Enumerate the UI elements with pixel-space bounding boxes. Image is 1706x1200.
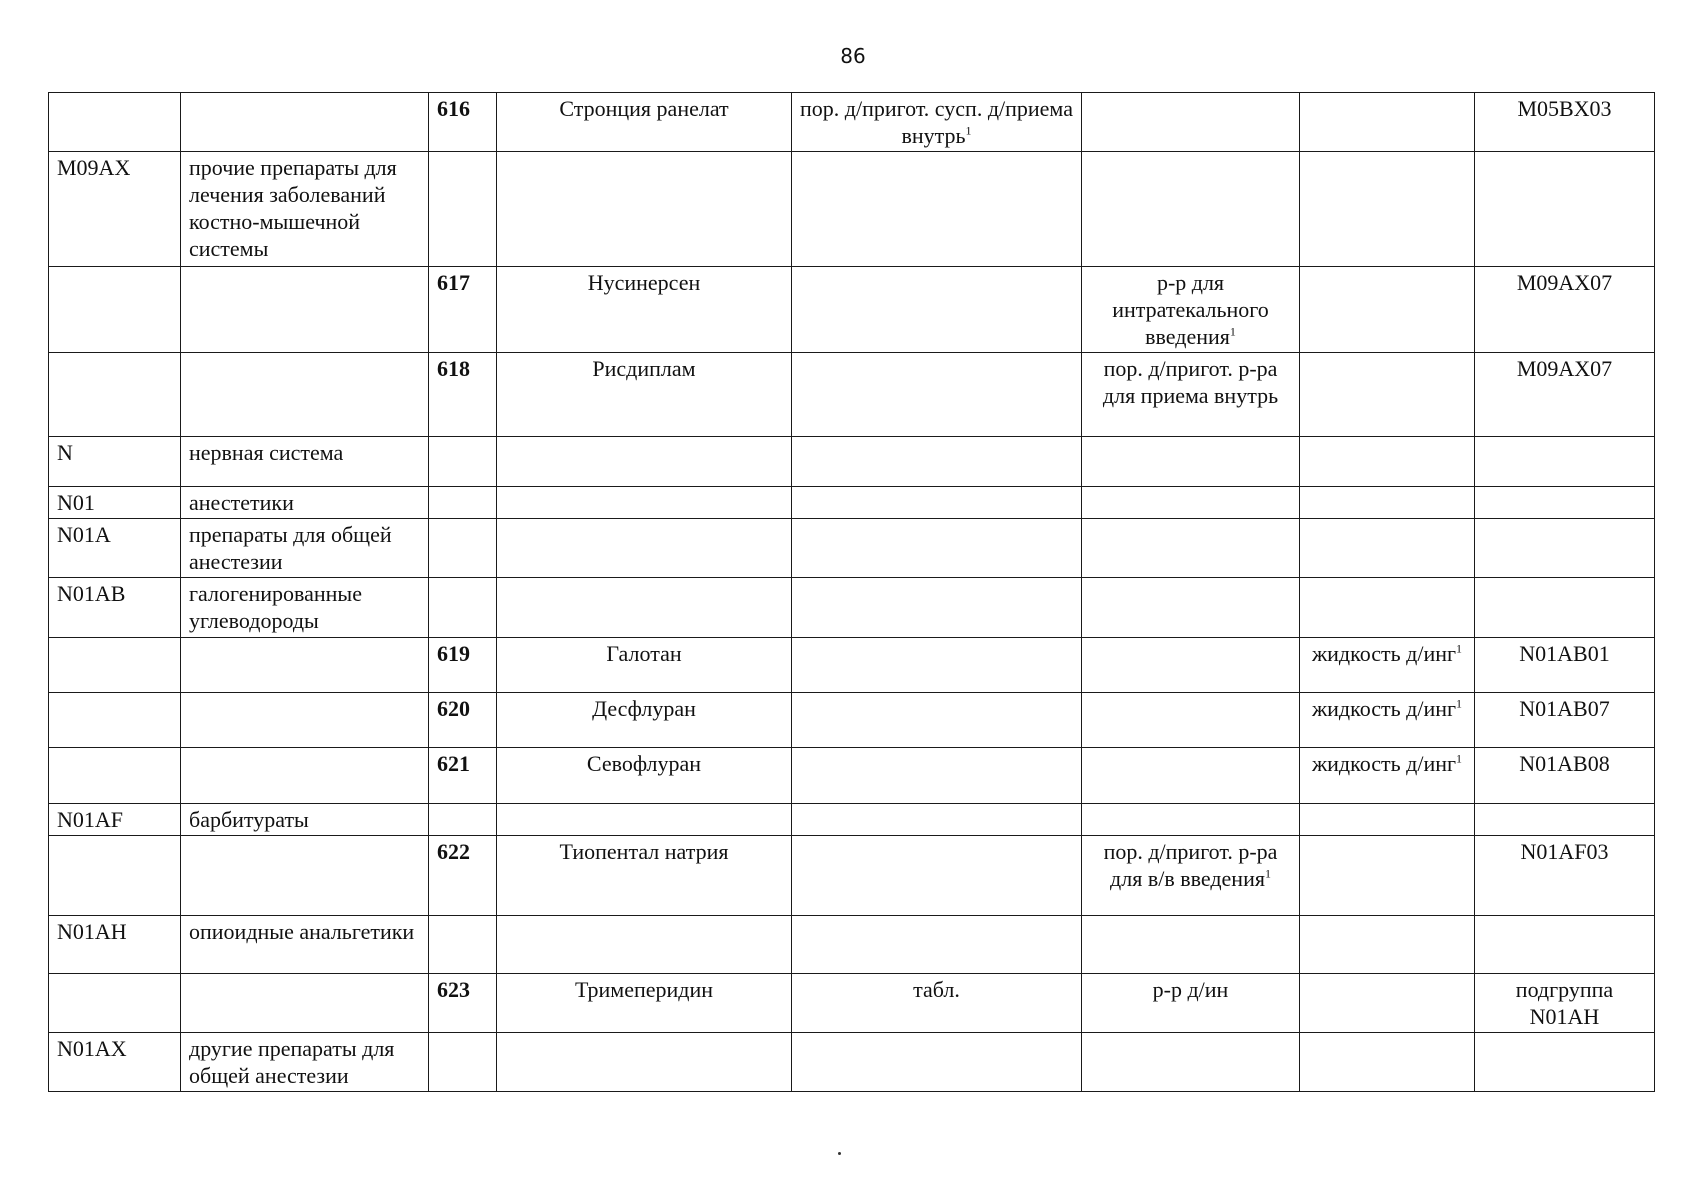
dosage-form-2-text: пор. д/пригот. р-ра для в/в введения <box>1103 839 1278 891</box>
dosage-form-2-text: пор. д/пригот. р-ра для приема внутрь <box>1102 356 1279 408</box>
atc-group-code-text: N01AH <box>57 919 127 944</box>
atc-group-code-text: M09AX <box>57 155 131 180</box>
dosage-form-3 <box>1300 916 1475 974</box>
table-row <box>49 353 1655 437</box>
dosage-form-2 <box>1082 1033 1300 1092</box>
drug-name <box>497 267 792 353</box>
footnote-mark: 1 <box>1456 751 1463 766</box>
dosage-form-1 <box>792 836 1082 916</box>
dosage-form-1 <box>792 93 1082 152</box>
table-row <box>49 836 1655 916</box>
atc-group-code <box>49 916 181 974</box>
atc-group-name-text: препараты для общей анестезии <box>189 522 392 574</box>
atc-group-name <box>181 578 429 638</box>
atc-group-name <box>181 638 429 693</box>
atc-group-code <box>49 804 181 836</box>
dosage-form-3 <box>1300 804 1475 836</box>
atc-group-name <box>181 93 429 152</box>
table-row <box>49 267 1655 353</box>
atc-group-name <box>181 836 429 916</box>
drug-name-text: Тримеперидин <box>574 977 714 1002</box>
table-row <box>49 693 1655 748</box>
row-number <box>429 487 497 519</box>
dosage-form-1 <box>792 1033 1082 1092</box>
atc-code <box>1475 638 1655 693</box>
drug-name-text: Стронция ранелат <box>559 96 729 121</box>
table-row <box>49 916 1655 974</box>
atc-group-name <box>181 437 429 487</box>
row-number-text: 617 <box>437 270 470 295</box>
dosage-form-3 <box>1300 519 1475 578</box>
drug-name <box>497 93 792 152</box>
drug-name <box>497 804 792 836</box>
atc-code <box>1475 804 1655 836</box>
atc-group-name <box>181 353 429 437</box>
atc-code <box>1475 93 1655 152</box>
atc-group-code <box>49 1033 181 1092</box>
dosage-form-3-text: жидкость д/инг <box>1311 696 1457 721</box>
dosage-form-1 <box>792 487 1082 519</box>
table-row <box>49 748 1655 804</box>
table-row <box>49 578 1655 638</box>
dosage-form-2 <box>1082 353 1300 437</box>
dosage-form-3 <box>1300 1033 1475 1092</box>
atc-group-name <box>181 748 429 804</box>
drug-name <box>497 437 792 487</box>
atc-group-code <box>49 836 181 916</box>
drug-name <box>497 916 792 974</box>
dosage-form-1-text: табл. <box>913 977 960 1002</box>
row-number <box>429 267 497 353</box>
row-number-text: 622 <box>437 839 470 864</box>
dosage-form-2 <box>1082 974 1300 1033</box>
dosage-form-1 <box>792 353 1082 437</box>
dosage-form-1 <box>792 578 1082 638</box>
row-number <box>429 519 497 578</box>
atc-group-code <box>49 693 181 748</box>
dosage-form-1 <box>792 437 1082 487</box>
table-row <box>49 638 1655 693</box>
atc-group-name <box>181 1033 429 1092</box>
drug-name <box>497 353 792 437</box>
atc-code <box>1475 487 1655 519</box>
atc-group-code <box>49 353 181 437</box>
row-number-text: 619 <box>437 641 470 666</box>
row-number <box>429 152 497 267</box>
row-number <box>429 836 497 916</box>
atc-code <box>1475 578 1655 638</box>
dosage-form-2 <box>1082 152 1300 267</box>
drug-name <box>497 487 792 519</box>
dosage-form-2 <box>1082 836 1300 916</box>
atc-code-text: подгруппа N01AH <box>1515 977 1614 1029</box>
atc-group-code <box>49 974 181 1033</box>
atc-group-name <box>181 152 429 267</box>
drug-name <box>497 578 792 638</box>
atc-code <box>1475 693 1655 748</box>
table-row <box>49 974 1655 1033</box>
drug-name-text: Десфлуран <box>592 696 696 721</box>
atc-group-name-text: анестетики <box>189 490 294 515</box>
dosage-form-1 <box>792 267 1082 353</box>
table-body <box>49 93 1655 1092</box>
atc-code <box>1475 519 1655 578</box>
dosage-form-1 <box>792 638 1082 693</box>
dosage-form-2 <box>1082 487 1300 519</box>
atc-group-name <box>181 487 429 519</box>
row-number <box>429 437 497 487</box>
footnote-mark: 1 <box>965 123 972 138</box>
row-number <box>429 93 497 152</box>
atc-code <box>1475 152 1655 267</box>
dosage-form-3 <box>1300 748 1475 804</box>
atc-group-name-text: нервная система <box>189 440 344 465</box>
dosage-form-3 <box>1300 437 1475 487</box>
atc-group-code-text: N01AX <box>57 1036 127 1061</box>
atc-group-name <box>181 974 429 1033</box>
table-row <box>49 93 1655 152</box>
atc-code-text: N01AF03 <box>1520 839 1609 864</box>
atc-code <box>1475 916 1655 974</box>
dosage-form-2-text: р-р для интратекального введения <box>1112 270 1269 349</box>
dosage-form-2 <box>1082 93 1300 152</box>
atc-group-code <box>49 152 181 267</box>
atc-group-code-text: N01AB <box>57 581 126 606</box>
atc-code-text: M09AX07 <box>1516 270 1613 295</box>
atc-group-name <box>181 916 429 974</box>
footnote-mark: 1 <box>1456 696 1463 711</box>
atc-code <box>1475 1033 1655 1092</box>
drug-name-text: Галотан <box>606 641 682 666</box>
table-row <box>49 152 1655 267</box>
atc-group-name <box>181 693 429 748</box>
atc-code <box>1475 974 1655 1033</box>
drug-name-text: Рисдиплам <box>592 356 696 381</box>
atc-group-name-text: галогенированные углеводороды <box>189 581 362 633</box>
drug-name <box>497 974 792 1033</box>
row-number-text: 623 <box>437 977 470 1002</box>
drug-name <box>497 748 792 804</box>
drug-name <box>497 152 792 267</box>
atc-group-name <box>181 519 429 578</box>
atc-group-name-text: прочие препараты для лечения заболеваний костно-мышечной системы <box>189 155 397 261</box>
atc-code <box>1475 437 1655 487</box>
row-number <box>429 693 497 748</box>
dosage-form-3 <box>1300 974 1475 1033</box>
table-row <box>49 487 1655 519</box>
atc-group-code-text: N01AF <box>57 807 124 832</box>
drug-name <box>497 1033 792 1092</box>
table-row <box>49 1033 1655 1092</box>
atc-group-code <box>49 93 181 152</box>
row-number <box>429 353 497 437</box>
atc-code-text: N01AB01 <box>1519 641 1610 666</box>
table-row <box>49 804 1655 836</box>
dosage-form-2 <box>1082 578 1300 638</box>
row-number <box>429 638 497 693</box>
row-number-text: 620 <box>437 696 470 721</box>
dosage-form-1 <box>792 693 1082 748</box>
scan-speck <box>838 1152 841 1155</box>
drug-name <box>497 519 792 578</box>
dosage-form-2 <box>1082 638 1300 693</box>
page-number: 86 <box>840 44 866 68</box>
dosage-form-3-text: жидкость д/инг <box>1311 641 1457 666</box>
atc-group-code <box>49 487 181 519</box>
row-number-text: 616 <box>437 96 470 121</box>
dosage-form-2 <box>1082 519 1300 578</box>
atc-group-code-text: N01 <box>57 490 95 515</box>
footnote-mark: 1 <box>1264 866 1271 881</box>
drug-name-text: Тиопентал натрия <box>559 839 729 864</box>
dosage-form-2 <box>1082 748 1300 804</box>
dosage-form-3 <box>1300 353 1475 437</box>
dosage-form-1 <box>792 748 1082 804</box>
atc-group-code <box>49 519 181 578</box>
drug-name <box>497 693 792 748</box>
dosage-form-3 <box>1300 578 1475 638</box>
dosage-form-1-text: пор. д/пригот. сусп. д/приема внутрь <box>800 96 1073 148</box>
atc-code-text: M09AX07 <box>1516 356 1613 381</box>
atc-group-name-text: другие препараты для общей анестезии <box>189 1036 395 1088</box>
dosage-form-3 <box>1300 487 1475 519</box>
dosage-form-2 <box>1082 693 1300 748</box>
row-number <box>429 974 497 1033</box>
dosage-form-2-text: р-р д/ин <box>1152 977 1229 1002</box>
atc-group-code <box>49 748 181 804</box>
dosage-form-3 <box>1300 267 1475 353</box>
atc-code <box>1475 353 1655 437</box>
atc-group-code <box>49 578 181 638</box>
table-row <box>49 519 1655 578</box>
atc-group-code <box>49 267 181 353</box>
dosage-form-1 <box>792 519 1082 578</box>
row-number-text: 621 <box>437 751 470 776</box>
dosage-form-2 <box>1082 437 1300 487</box>
footnote-mark: 1 <box>1456 641 1463 656</box>
dosage-form-1 <box>792 152 1082 267</box>
atc-code-text: N01AB07 <box>1519 696 1610 721</box>
atc-group-name-text: барбитураты <box>189 807 309 832</box>
atc-code <box>1475 748 1655 804</box>
footnote-mark: 1 <box>1229 324 1236 339</box>
dosage-form-1 <box>792 804 1082 836</box>
atc-group-code <box>49 638 181 693</box>
dosage-form-3 <box>1300 693 1475 748</box>
dosage-form-1 <box>792 916 1082 974</box>
dosage-form-1 <box>792 974 1082 1033</box>
atc-group-name-text: опиоидные анальгетики <box>189 919 415 944</box>
row-number <box>429 1033 497 1092</box>
row-number <box>429 578 497 638</box>
drug-list-table <box>48 92 1655 1092</box>
dosage-form-3 <box>1300 836 1475 916</box>
row-number-text: 618 <box>437 356 470 381</box>
dosage-form-3 <box>1300 93 1475 152</box>
atc-group-code-text: N01A <box>57 522 111 547</box>
dosage-form-2 <box>1082 267 1300 353</box>
atc-group-name <box>181 804 429 836</box>
drug-name-text: Нусинерсен <box>587 270 701 295</box>
drug-name <box>497 638 792 693</box>
atc-group-name <box>181 267 429 353</box>
atc-code-text: N01AB08 <box>1519 751 1610 776</box>
table-row <box>49 437 1655 487</box>
row-number <box>429 916 497 974</box>
atc-code <box>1475 267 1655 353</box>
dosage-form-3 <box>1300 152 1475 267</box>
row-number <box>429 748 497 804</box>
dosage-form-3 <box>1300 638 1475 693</box>
atc-code-text: M05BX03 <box>1517 96 1612 121</box>
atc-group-code-text: N <box>57 440 73 465</box>
row-number <box>429 804 497 836</box>
dosage-form-2 <box>1082 804 1300 836</box>
drug-name <box>497 836 792 916</box>
dosage-form-2 <box>1082 916 1300 974</box>
dosage-form-3-text: жидкость д/инг <box>1311 751 1457 776</box>
atc-group-code <box>49 437 181 487</box>
drug-name-text: Севофлуран <box>586 751 702 776</box>
atc-code <box>1475 836 1655 916</box>
